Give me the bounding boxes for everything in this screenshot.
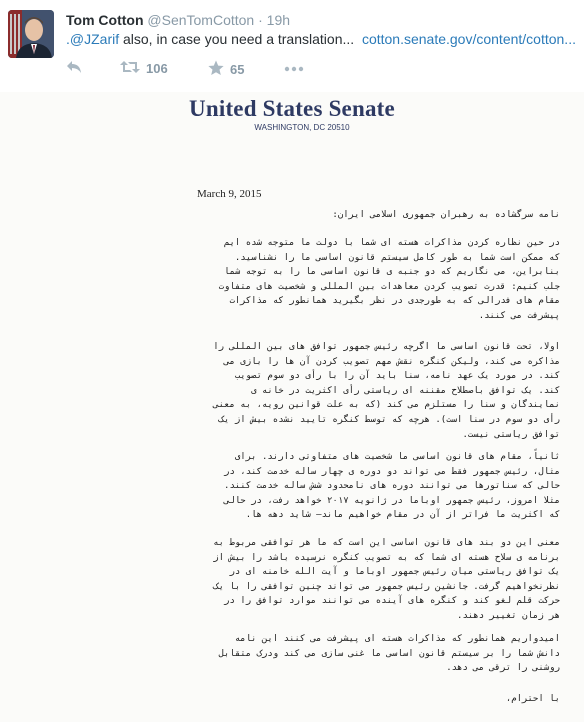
letter-line: مقام های فدرالی که به طورجدی در نظر بگیرید همانطور که مذاکرات <box>229 296 560 307</box>
more-button[interactable] <box>284 60 304 75</box>
letter-line: نظرنخواهیم گرفت. جانشین رئیس جمهور می تواند چنین توافقی را با یک <box>213 581 560 592</box>
letter-paragraph-first <box>213 340 560 442</box>
letter-line: کند. یک توافق باصطلاح مقننه ای ریاستی رأی اکثریت در خانه ی <box>251 385 560 396</box>
tweet-text <box>66 31 576 47</box>
letter-line: یک توافق ریاستی میان رئیس جمهور اوباما و آیت الله خامنه ای در <box>229 567 560 578</box>
letter-line: اولا، تحت قانون اساسی ما اگرچه رئیس جمهور توافق های بین المللی را <box>213 342 560 352</box>
retweet-button[interactable] <box>120 60 168 77</box>
letter-line: نامه سرگشاده به رهبران جمهوری اسلامی ایران: <box>332 210 560 220</box>
letter-line: که ممکن است شما به طور کامل سیستم قانون اساسی ما را نشناسید. <box>234 252 560 263</box>
author-name[interactable]: Tom Cotton <box>66 12 144 28</box>
letter-line: مذاکره می کند، ولیکن کنگره نقش مهم تصویب کردن آن ها را بازی می <box>224 356 560 367</box>
favorite-button[interactable] <box>208 60 244 79</box>
letter-line: بنابراین، می نگاریم که دو جنبه ی قانون اساسی ما را به توجه شما <box>224 267 560 278</box>
letter-line: در حین نظاره کردن مذاکرات هسته ای شما با دولت ما متوجه شده ایم <box>224 238 560 248</box>
tweet-actions <box>66 60 386 80</box>
letter-line: دانش شما را بر سیستم قانون اساسی ما غنی سازی می کند ودرک متقابل <box>218 648 560 659</box>
letter-paragraph-second <box>224 450 560 523</box>
letter-salutation <box>332 208 560 223</box>
separator: · <box>258 12 263 28</box>
letter-line: ثانیاً، مقام های قانون اساسی ما شخصیت های متفاوتی دارند. برای <box>234 452 560 462</box>
letter-signoff <box>506 692 560 707</box>
letter-line: نمایندگان و سنا را مستلزم می کند (که به علت قوانین رویه، به معنی <box>213 400 560 411</box>
letter-line: مثال، رئیس جمهور فقط می تواند دو دوره ی چهار ساله خدمت کند، در <box>224 466 560 477</box>
retweet-count: 106 <box>146 61 168 76</box>
letter-line: هر زمان تغییر دهند. <box>457 610 560 621</box>
letter-date: March 9, 2015 <box>197 188 262 200</box>
letter-line: مثلا امروز، رئیس جمهور اوباما در ژانویه ۲۰۱۷ خواهد رفت، در حالی <box>224 495 560 506</box>
letter-line: کند. در مورد یک عهد نامه، سنا باید آن را با رأی دو سوم تصویب <box>234 371 560 382</box>
letter-paragraph-closing <box>219 632 560 676</box>
tweet-text-body: also, in case you need a translation... <box>119 31 355 47</box>
author-handle[interactable]: @SenTomCotton <box>147 12 255 28</box>
url-link[interactable]: cotton.senate.gov/content/cotton... <box>361 31 576 47</box>
letter-line: امیدواریم همانطور که مذاکرات هسته ای پیشرفت می کنند این نامه <box>234 634 560 644</box>
letter-line: پیشرفت می کنند. <box>478 310 560 321</box>
favorite-count: 65 <box>230 62 245 77</box>
letter-line: حرکت قلم لغو کند و کنگره های آینده می توانند موارد توافق را در <box>224 596 560 607</box>
avatar[interactable] <box>8 10 54 58</box>
letter-line: که اکثریت ما فراتر از آن در مقام خواهیم ماند— شاید دهه ها. <box>245 510 560 521</box>
more-icon <box>284 60 304 75</box>
letterhead-subtitle: WASHINGTON, DC 20510 <box>254 123 350 132</box>
letter-line: روشنی را ترقی می دهد. <box>446 663 560 674</box>
letter-line: برنامه ی سلاح هسته ای شما که به تصویب کنگره نرسیده باشد را بیش از <box>213 552 560 563</box>
letter-line: جلب کنیم: قدرت تصویب کردن معاهدات بین المللی و شخصیت های متفاوت <box>218 281 560 292</box>
reply-icon <box>66 60 82 77</box>
letterhead-title: United States Senate <box>189 96 395 121</box>
attached-letter-image[interactable] <box>0 92 584 722</box>
letter-line: حالی که سناتورها می توانند دوره های نامحدود شش ساله خدمت کنند. <box>224 481 560 492</box>
letter-line: معنی این دو بند های قانون اساسی این است که ما هر توافقی مربوط به <box>213 538 560 548</box>
timestamp[interactable]: 19h <box>266 12 291 28</box>
retweet-icon <box>120 60 140 77</box>
tweet-header <box>66 12 290 28</box>
letter-paragraph-third <box>213 536 560 624</box>
mention-link[interactable]: .@JZarif <box>66 31 120 47</box>
letter-line: با احترام، <box>505 694 560 704</box>
letter-line: توافق ریاستی نیست. <box>462 429 560 440</box>
favorite-icon <box>208 60 224 79</box>
letter-paragraph-intro <box>219 236 560 324</box>
reply-button[interactable] <box>66 60 82 77</box>
letter-line: رأی دو سوم در سنا است). هرچه که توسط کنگره تایید نشده بیش از یک <box>218 414 560 425</box>
